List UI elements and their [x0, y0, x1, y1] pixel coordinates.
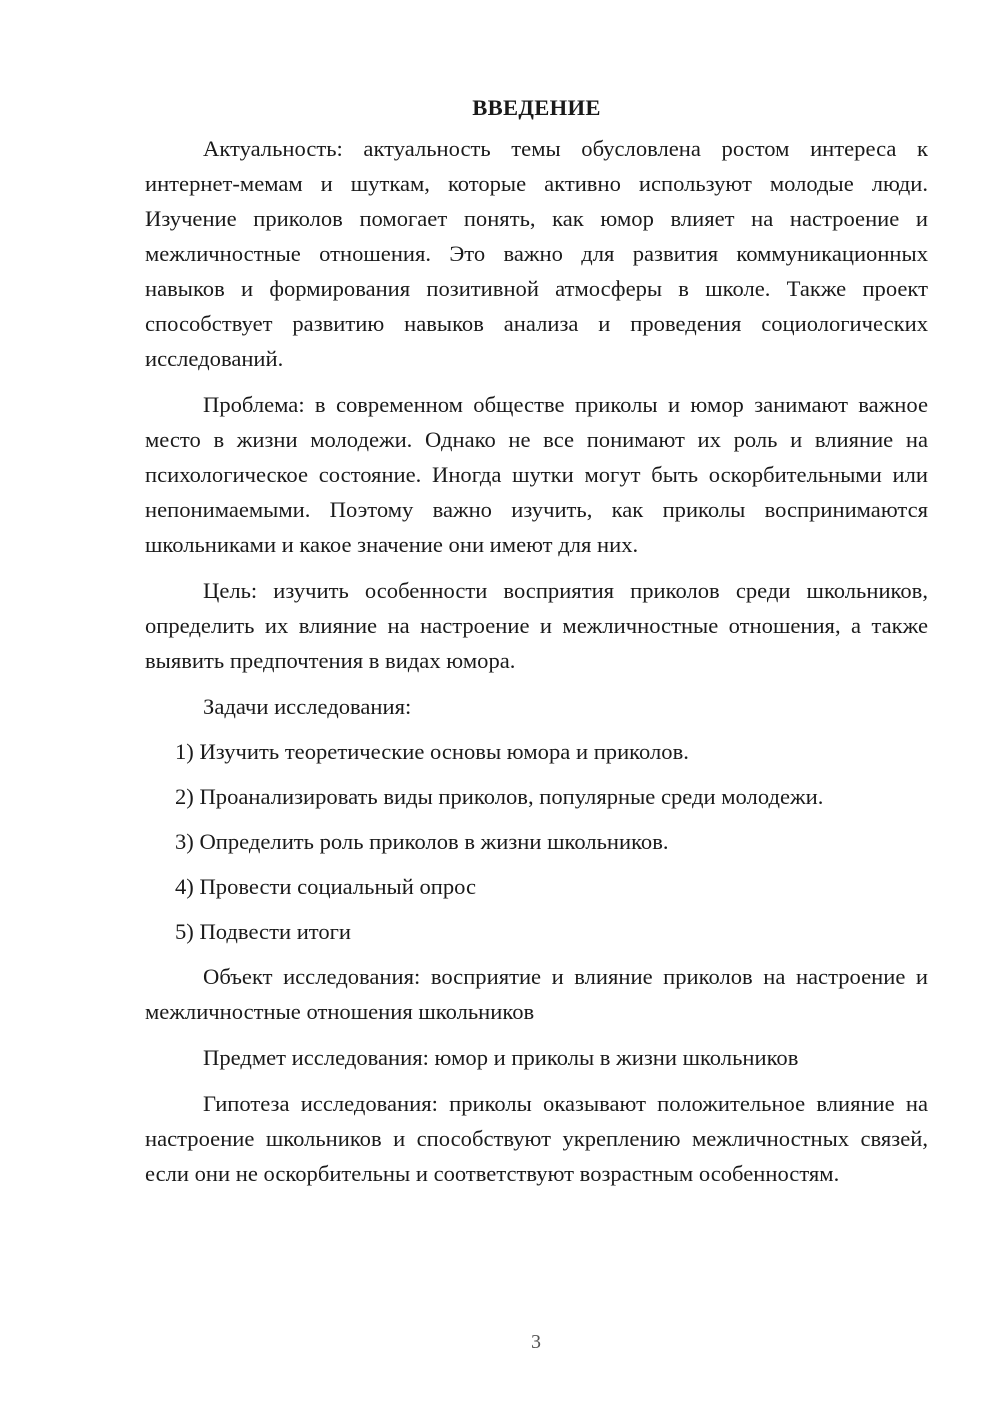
document-page — [145, 90, 928, 1202]
page-number: 3 — [531, 1331, 541, 1353]
tasks-list — [145, 734, 928, 949]
object-paragraph: Объект исследования: восприятие и влияние приколов на настроение и межличностные отношения школьников — [145, 964, 928, 1024]
task-item: 5) Подвести итоги — [175, 919, 352, 944]
task-item: 1) Изучить теоретические основы юмора и приколов. — [175, 739, 689, 764]
task-item: 2) Проанализировать виды приколов, популярные среди молодежи. — [175, 784, 824, 809]
problem-paragraph: Проблема: в современном обществе приколы и юмор занимают важное место в жизни молодежи. Однако не все понимают их роль и влияние на психологическое состояние. Иногда шутки могут быть оскорбительными или непонимаемыми. Поэтому важно изучить, как приколы воспринимаются школьниками и какое значение они имеют для них. — [145, 392, 928, 557]
goal-paragraph: Цель: изучить особенности восприятия приколов среди школьников, определить их влияние на настроение и межличностные отношения, а также выявить предпочтения в видах юмора. — [145, 578, 928, 673]
task-item: 4) Провести социальный опрос — [175, 874, 477, 899]
task-item: 3) Определить роль приколов в жизни школьников. — [175, 829, 669, 854]
section-title: ВВЕДЕНИЕ — [472, 95, 601, 120]
tasks-heading: Задачи исследования: — [203, 694, 412, 719]
hypothesis-paragraph: Гипотеза исследования: приколы оказывают положительное влияние на настроение школьников и способствуют укреплению межличностных связей, если они не оскорбительны и соответствуют возрастным особенностям. — [145, 1091, 928, 1186]
subject-paragraph: Предмет исследования: юмор и приколы в жизни школьников — [203, 1045, 799, 1070]
relevance-paragraph: Актуальность: актуальность темы обусловлена ростом интереса к интернет-мемам и шуткам, которые активно используют молодые люди. Изучение приколов помогает понять, как юмор влияет на настроение и межличностные отношения. Это важно для развития коммуникационных навыков и формирования позитивной атмосферы в школе. Также проект способствует развитию навыков анализа и проведения социологических исследований. — [145, 136, 928, 371]
